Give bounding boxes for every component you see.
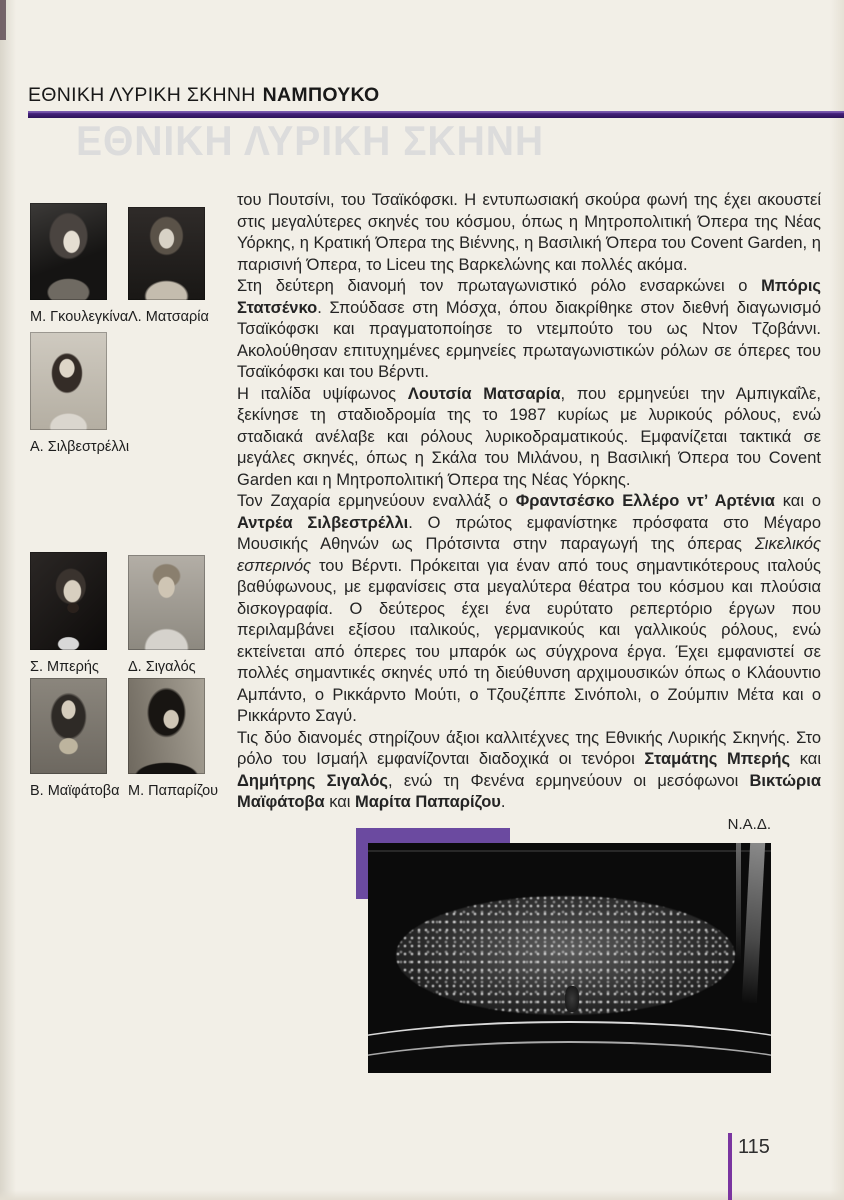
portrait-figure bbox=[128, 678, 219, 799]
article-paragraph: του Πουτσίνι, του Τσαϊκόφσκι. Η εντυπωσιακή σκούρα φωνή της έχει ακουστεί στις μεγαλύτερες σκηνές του κόσμου, όπως η Μητροπολιτική Όπερα της Νέας Υόρκης, η Κρατική Όπερα της Βιέννης, η Βασιλική Όπερα του Covent Garden, η παρισινή Όπερα, το Liceu της Βαρκελώνης και πολλές ακόμα. bbox=[237, 191, 821, 274]
portrait-photo-matsaria bbox=[128, 207, 205, 300]
article-body bbox=[237, 190, 821, 835]
page-title-bold: ΝΑΜΠΟΥΚΟ bbox=[262, 84, 380, 106]
proscenium-highlight-inner bbox=[736, 843, 741, 963]
portrait-caption: Μ. Παπαρίζου bbox=[128, 783, 219, 799]
page-title bbox=[28, 84, 380, 107]
portrait-figure bbox=[128, 207, 216, 325]
page-number: 115 bbox=[738, 1136, 770, 1158]
portrait-photo-beris bbox=[30, 552, 107, 650]
page-number-bar bbox=[728, 1133, 732, 1200]
portrait-photo-paparizou bbox=[128, 678, 205, 774]
portrait-photo-sigalos bbox=[128, 555, 205, 650]
portrait-caption: Σ. Μπερής bbox=[30, 659, 99, 675]
article-paragraph: Τον Ζαχαρία ερμηνεύουν εναλλάξ ο Φραντσέσκο Ελλέρο ντ’ Αρτένια και ο Αντρέα Σιλβεστρέλλι. Ο πρώτος εμφανίστηκε πρόσφατα στο Μέγαρο Μουσικής Αθηνών ως Πρότσιντα στην παραγωγή της όπερας Σικελικός εσπερινός του Βέρντι. Πρόκειται για έναν από τους σημαντικότερους ιταλούς βαθύφωνους, με εμφανίσεις στα μεγαλύτερα θέατρα του κόσμου και πλούσια δισκογραφία. Ο δεύτερος έχει ένα ευρύτατο ρεπερτόριο έργων που περιλαμβάνει εξίσου ιταλικούς, γερμανικούς και γαλλικούς ρόλους, ενώ εκτείνεται από όπερες του μπαρόκ ως σύγχρονα έργα. Έχει εμφανιστεί σε πολλές σημαντικές σκηνές υπό τη διεύθυνση αρχιμουσικών όπως ο Κλάουντιο Αμπάντο, ο Ρικκάρντο Μούτι, ο Τζουζέππε Σινόπολι, ο Ζούμπιν Μέτα και ο Ρικκάρντο Σαγύ. bbox=[237, 492, 822, 725]
proscenium-highlight bbox=[742, 843, 765, 1003]
portrait-caption: Δ. Σιγαλός bbox=[128, 659, 196, 675]
portrait-figure bbox=[30, 552, 118, 675]
article-paragraph: Η ιταλίδα υψίφωνος Λουτσία Ματσαρία, που ερμηνεύει την Αμπιγκαΐλε, ξεκίνησε τη σταδιοδρομία της το 1987 κυρίως με λυρικούς ρόλους, ενώ σταδιακά ανέλαβε και ρόλους λυρικοδραματικούς. Εμφανίζεται τακτικά σε μεγάλες σκηνές, όπως η Σκάλα του Μιλάνου, η Βασιλική Όπερα του Covent Garden και η Μητροπολιτική Όπερα της Νέας Υόρκης. bbox=[237, 384, 821, 489]
page-title-regular: ΕΘΝΙΚΗ ΛΥΡΙΚΗ ΣΚΗΝΗ bbox=[28, 84, 256, 106]
scan-edge-left bbox=[0, 0, 16, 1200]
photo-frame-top-bar bbox=[356, 828, 510, 843]
stage-top-line bbox=[368, 850, 771, 852]
portrait-figure bbox=[30, 203, 129, 325]
portrait-figure bbox=[128, 555, 216, 675]
portrait-photo-silvestrelli bbox=[30, 332, 107, 430]
portrait-caption: Λ. Ματσαρία bbox=[128, 309, 209, 325]
article-paragraph: Τις δύο διανομές στηρίζουν άξιοι καλλιτέχνες της Εθνικής Λυρικής Σκηνής. Στο ρόλο του Ισμαήλ εμφανίζονται διαδοχικά οι τενόροι Σταμάτης Μπερής και Δημήτρης Σιγαλός, ενώ τη Φενένα ερμηνεύουν οι μεσόφωνοι Βικτώρια Μαϊφάτοβα και Μαρίτα Παπαρίζου. bbox=[237, 728, 822, 811]
portrait-caption: Μ. Γκουλεγκίνα bbox=[30, 309, 129, 325]
portrait-figure bbox=[30, 678, 118, 799]
scan-edge-right bbox=[830, 0, 844, 1200]
portrait-photo-goulegkina bbox=[30, 203, 107, 300]
scan-edge-bottom bbox=[0, 1190, 844, 1200]
watermark-text: ΕΘΝΙΚΗ ΛΥΡΙΚΗ ΣΚΗΝΗ bbox=[76, 117, 544, 164]
portrait-photo-maifatova bbox=[30, 678, 107, 774]
portrait-figure bbox=[30, 332, 130, 455]
author-initials: Ν.Α.Δ. bbox=[727, 815, 771, 833]
scan-corner-mark bbox=[0, 0, 6, 40]
article-paragraph: Στη δεύτερη διανομή τον πρωταγωνιστικό ρόλο ενσαρκώνει ο Μπόρις Στατσένκο. Σπούδασε στη Μόσχα, όπου διακρίθηκε στον διεθνή διαγωνισμό Τσαϊκόφσκι και πραγματοποίησε το ντεμπούτο του ως Ντον Τζοβάννι. Ακολούθησαν επιτυχημένες ερμηνείες πρωταγωνιστικών ρόλων σε όπερες του Τσαϊκόφσκι και του Βέρντι. bbox=[237, 277, 821, 381]
conductor-figure bbox=[565, 986, 579, 1012]
portrait-caption: Β. Μαϊφάτοβα bbox=[30, 783, 120, 799]
portrait-caption: Α. Σιλβεστρέλλι bbox=[30, 439, 130, 455]
orchestra-photo bbox=[368, 843, 771, 1073]
